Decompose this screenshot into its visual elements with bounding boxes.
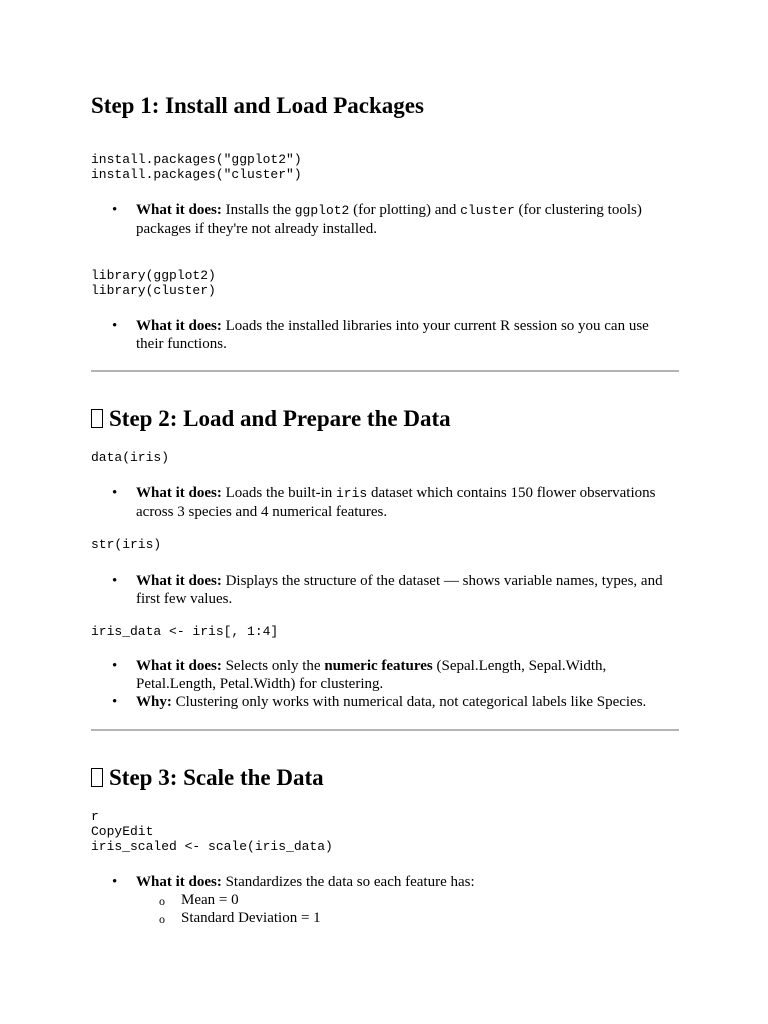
step3-heading-text: Step 3: Scale the Data [109, 765, 324, 790]
step1-heading-text: Step 1: Install and Load Packages [91, 93, 424, 118]
code-scale: r CopyEdit iris_scaled <- scale(iris_data) [91, 809, 333, 854]
list-item [91, 572, 679, 608]
step3-heading [91, 765, 324, 791]
list-item [91, 317, 679, 353]
bullet-text: Selects only the [221, 658, 325, 674]
bullet-text: dataset which contains 150 flower observations across 3 species and 4 numerical features. [136, 485, 656, 520]
section-divider [91, 729, 679, 731]
code-str-iris: str(iris) [91, 537, 162, 552]
bullet-text: (for clustering tools) packages if they're not already installed. [136, 202, 642, 237]
code-library: library(ggplot2) library(cluster) [91, 268, 216, 298]
list-item [91, 873, 679, 891]
bullet-text: (Sepal.Length, Sepal.Width, Petal.Length, Petal.Width) for clustering. [136, 658, 607, 692]
step3-sublist [91, 891, 679, 927]
bullet-text: Clustering only works with numerical data, not categorical labels like Species. [171, 694, 647, 710]
step3-list-1 [91, 873, 679, 891]
code-data-iris: data(iris) [91, 450, 170, 465]
bullet-text: Loads the installed libraries into your current R session so you can use their functions. [136, 318, 649, 352]
list-item [91, 693, 679, 711]
bullet-label: What it does: [136, 318, 222, 334]
inline-code: cluster [460, 203, 515, 218]
inline-code: ggplot2 [294, 203, 350, 218]
bullet-text: Installs the [221, 202, 295, 218]
step1-list-1 [91, 201, 679, 238]
bullet-text: Loads the built-in [221, 485, 336, 501]
list-item [91, 201, 679, 238]
bold-text: numeric features [324, 658, 433, 674]
sub-list-item: o Standard Deviation = 1 [91, 909, 679, 927]
code-subset: iris_data <- iris[, 1:4] [91, 624, 279, 639]
code-install-packages: install.packages("ggplot2") install.packages("cluster") [91, 152, 302, 182]
sub-list-item: o Mean = 0 [91, 891, 679, 909]
step2-heading [91, 406, 451, 432]
step2-list-1 [91, 484, 679, 521]
step2-list-2 [91, 572, 679, 608]
missing-glyph-icon [91, 409, 103, 428]
bullet-label: What it does: [136, 658, 222, 674]
bullet-label: What it does: [136, 202, 222, 218]
inline-code: iris [336, 486, 368, 501]
bullet-label: What it does: [136, 874, 222, 890]
bullet-text: Displays the structure of the dataset — shows variable names, types, and first few values. [136, 573, 663, 607]
step1-list-2 [91, 317, 679, 353]
list-item [91, 657, 679, 693]
list-item [91, 484, 679, 521]
step2-list-3 [91, 657, 679, 711]
bullet-label: What it does: [136, 573, 222, 589]
bullet-label: What it does: [136, 485, 222, 501]
bullet-text: (for plotting) and [349, 202, 461, 218]
missing-glyph-icon [91, 768, 103, 787]
step1-heading [91, 93, 424, 119]
bullet-label: Why: [136, 694, 172, 710]
section-divider [91, 370, 679, 372]
bullet-text: Standardizes the data so each feature has: [221, 874, 475, 890]
step2-heading-text: Step 2: Load and Prepare the Data [109, 406, 451, 431]
